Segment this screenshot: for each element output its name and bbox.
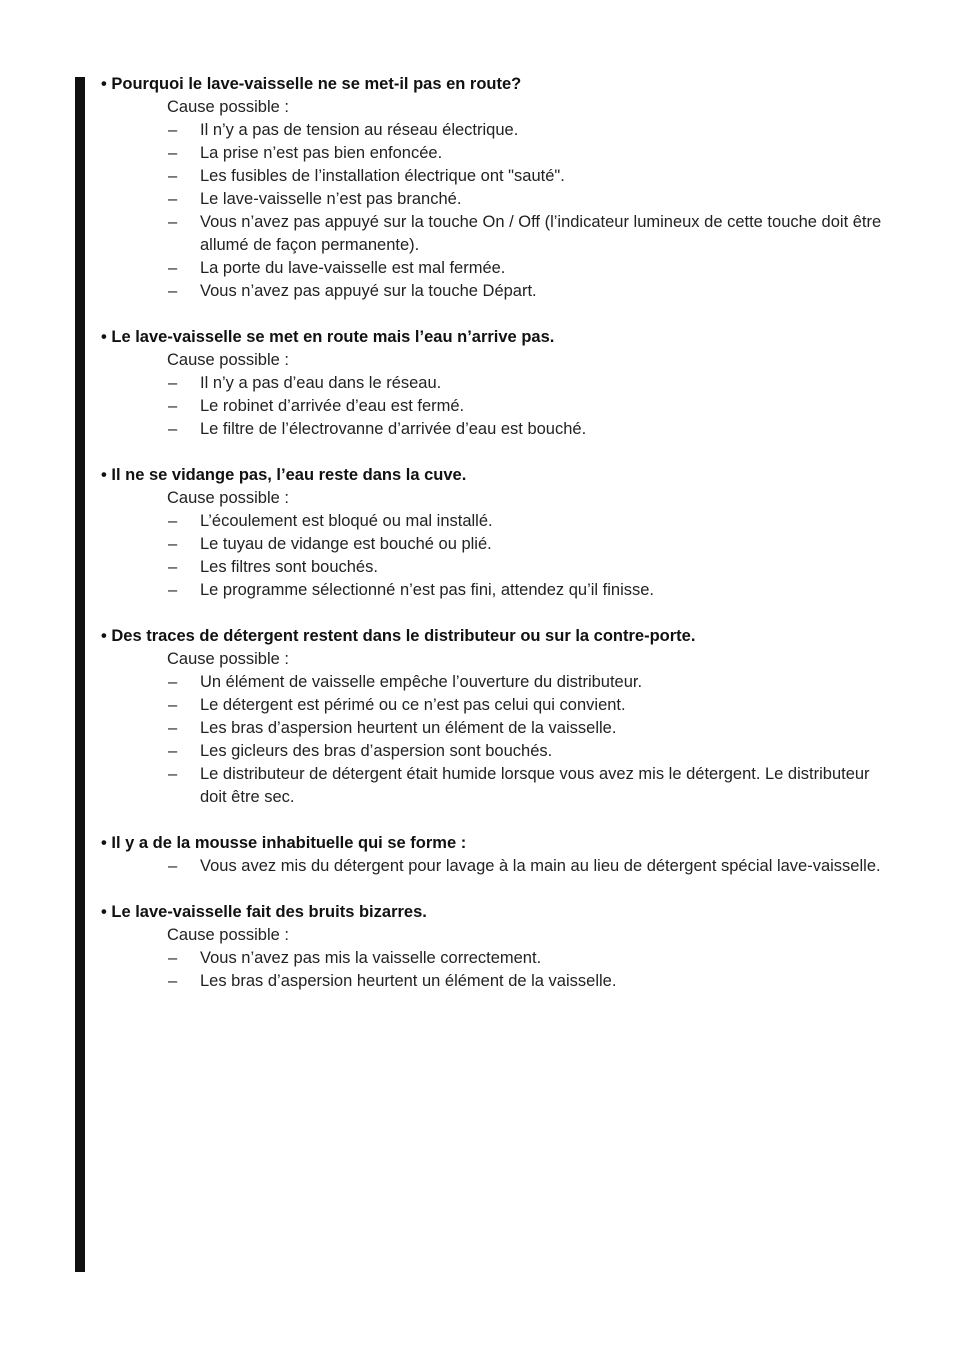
cause-list — [101, 855, 891, 878]
item-text: Le tuyau de vidange est bouché ou plié. — [200, 535, 492, 553]
section-no-water — [101, 326, 891, 441]
section-noises — [101, 901, 891, 993]
section-heading: • Il y a de la mousse inhabituelle qui se forme : — [101, 834, 467, 852]
list-item — [101, 970, 891, 993]
cause-label: Cause possible : — [167, 98, 289, 116]
list-item — [101, 717, 891, 740]
dash-marker: – — [168, 719, 178, 737]
dash-marker: – — [168, 765, 178, 783]
dash-marker: – — [168, 581, 178, 599]
list-item — [101, 372, 891, 395]
list-item — [101, 763, 891, 809]
list-item — [101, 579, 891, 602]
section-heading: • Des traces de détergent restent dans le distributeur ou sur la contre-porte. — [101, 627, 696, 645]
cause-list — [101, 119, 891, 303]
dash-marker: – — [168, 949, 178, 967]
item-text: La porte du lave-vaisselle est mal fermée. — [200, 259, 506, 277]
cause-label: Cause possible : — [167, 351, 289, 369]
dash-marker: – — [168, 512, 178, 530]
dash-marker: – — [168, 696, 178, 714]
section-heading: • Il ne se vidange pas, l’eau reste dans la cuve. — [101, 466, 467, 484]
list-item — [101, 280, 891, 303]
list-item — [101, 165, 891, 188]
item-text: Vous n’avez pas mis la vaisselle correctement. — [200, 949, 542, 967]
list-item — [101, 947, 891, 970]
item-text: Les fusibles de l’installation électrique ont "sauté". — [200, 167, 565, 185]
cause-label: Cause possible : — [167, 926, 289, 944]
dash-marker: – — [168, 742, 178, 760]
troubleshooting-content — [101, 73, 891, 1016]
section-detergent-traces — [101, 625, 891, 809]
cause-list — [101, 947, 891, 993]
section-no-start — [101, 73, 891, 303]
item-text: Un élément de vaisselle empêche l’ouverture du distributeur. — [200, 673, 643, 691]
item-text: Les bras d’aspersion heurtent un élément de la vaisselle. — [200, 972, 617, 990]
item-text: Vous avez mis du détergent pour lavage à la main au lieu de détergent spécial lave-vaisselle. — [200, 857, 881, 875]
list-item — [101, 188, 891, 211]
item-text: Le filtre de l’électrovanne d’arrivée d’eau est bouché. — [200, 420, 587, 438]
cause-list — [101, 510, 891, 602]
margin-bar — [75, 77, 85, 1272]
dash-marker: – — [168, 167, 178, 185]
list-item — [101, 671, 891, 694]
cause-list — [101, 671, 891, 809]
list-item — [101, 694, 891, 717]
section-heading: • Le lave-vaisselle fait des bruits bizarres. — [101, 903, 427, 921]
item-text: Vous n’avez pas appuyé sur la touche On / Off (l’indicateur lumineux de cette touche doit être allumé de façon permanente). — [200, 213, 882, 254]
list-item — [101, 418, 891, 441]
item-text: Le distributeur de détergent était humide lorsque vous avez mis le détergent. Le distributeur doit être sec. — [200, 765, 870, 806]
dash-marker: – — [168, 213, 178, 231]
item-text: Il n’y a pas de tension au réseau électrique. — [200, 121, 519, 139]
list-item — [101, 740, 891, 763]
dash-marker: – — [168, 282, 178, 300]
item-text: Le détergent est périmé ou ce n’est pas celui qui convient. — [200, 696, 626, 714]
item-text: Le programme sélectionné n’est pas fini, attendez qu’il finisse. — [200, 581, 654, 599]
section-no-drain — [101, 464, 891, 602]
dash-marker: – — [168, 972, 178, 990]
list-item — [101, 211, 891, 257]
list-item — [101, 395, 891, 418]
list-item — [101, 142, 891, 165]
dash-marker: – — [168, 535, 178, 553]
item-text: Les gicleurs des bras d’aspersion sont bouchés. — [200, 742, 553, 760]
section-heading: • Pourquoi le lave-vaisselle ne se met-il pas en route? — [101, 75, 522, 93]
cause-label: Cause possible : — [167, 489, 289, 507]
list-item — [101, 533, 891, 556]
item-text: Le lave-vaisselle n’est pas branché. — [200, 190, 462, 208]
item-text: Il n’y a pas d’eau dans le réseau. — [200, 374, 442, 392]
dash-marker: – — [168, 374, 178, 392]
dash-marker: – — [168, 121, 178, 139]
dash-marker: – — [168, 673, 178, 691]
dash-marker: – — [168, 144, 178, 162]
dash-marker: – — [168, 259, 178, 277]
list-item — [101, 556, 891, 579]
dash-marker: – — [168, 190, 178, 208]
dash-marker: – — [168, 420, 178, 438]
item-text: Les bras d’aspersion heurtent un élément de la vaisselle. — [200, 719, 617, 737]
section-foam — [101, 832, 891, 878]
item-text: La prise n’est pas bien enfoncée. — [200, 144, 443, 162]
list-item — [101, 855, 891, 878]
dash-marker: – — [168, 558, 178, 576]
cause-list — [101, 372, 891, 441]
cause-label: Cause possible : — [167, 650, 289, 668]
list-item — [101, 257, 891, 280]
list-item — [101, 510, 891, 533]
dash-marker: – — [168, 397, 178, 415]
item-text: Le robinet d’arrivée d’eau est fermé. — [200, 397, 465, 415]
section-heading: • Le lave-vaisselle se met en route mais l’eau n’arrive pas. — [101, 328, 555, 346]
item-text: L’écoulement est bloqué ou mal installé. — [200, 512, 493, 530]
dash-marker: – — [168, 857, 178, 875]
item-text: Vous n’avez pas appuyé sur la touche Départ. — [200, 282, 537, 300]
list-item — [101, 119, 891, 142]
item-text: Les filtres sont bouchés. — [200, 558, 378, 576]
